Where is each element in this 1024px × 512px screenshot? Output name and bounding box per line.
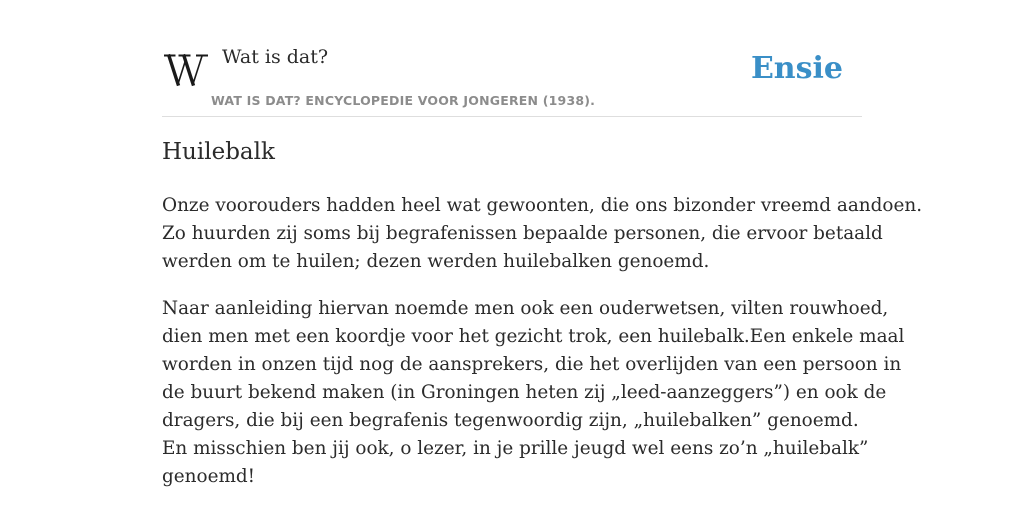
text-line: En misschien ben jij ook, o lezer, in je prille jeugd wel eens zo’n „huilebalk” bbox=[162, 438, 869, 459]
article-title: Huilebalk bbox=[162, 139, 275, 165]
brand-logo-link[interactable]: Ensie bbox=[750, 51, 843, 86]
text-line: werden om te huilen; dezen werden huilebalken genoemd. bbox=[162, 251, 710, 272]
text-line: de buurt bekend maken (in Groningen heten zij „leed-aanzeggers”) en ook de bbox=[162, 382, 887, 403]
paragraph-spacer bbox=[162, 276, 874, 295]
source-subtitle[interactable]: WAT IS DAT? ENCYCLOPEDIE VOOR JONGEREN (1938). bbox=[211, 93, 596, 108]
source-header bbox=[162, 40, 862, 117]
text-line: Zo huurden zij soms bij begrafenissen bepaalde personen, die ervoor betaald bbox=[162, 223, 883, 244]
paragraph bbox=[162, 295, 905, 491]
wikipedia-w-icon bbox=[164, 50, 208, 90]
source-title[interactable]: Wat is dat? bbox=[222, 46, 329, 68]
paragraph bbox=[162, 192, 923, 276]
text-line: genoemd! bbox=[162, 466, 256, 487]
text-line: dragers, die bij een begrafenis tegenwoordig zijn, „huilebalken” genoemd. bbox=[162, 410, 859, 431]
text-line: Naar aanleiding hiervan noemde men ook een ouderwetsen, vilten rouwhoed, bbox=[162, 298, 889, 319]
text-line: Onze voorouders hadden heel wat gewoonten, die ons bizonder vreemd aandoen. bbox=[162, 195, 923, 216]
text-line: worden in onzen tijd nog de aansprekers, die het overlijden van een persoon in bbox=[162, 354, 902, 375]
text-line: dien men met een koordje voor het gezicht trok, een huilebalk.Een enkele maal bbox=[162, 326, 905, 347]
article-body bbox=[162, 192, 923, 491]
